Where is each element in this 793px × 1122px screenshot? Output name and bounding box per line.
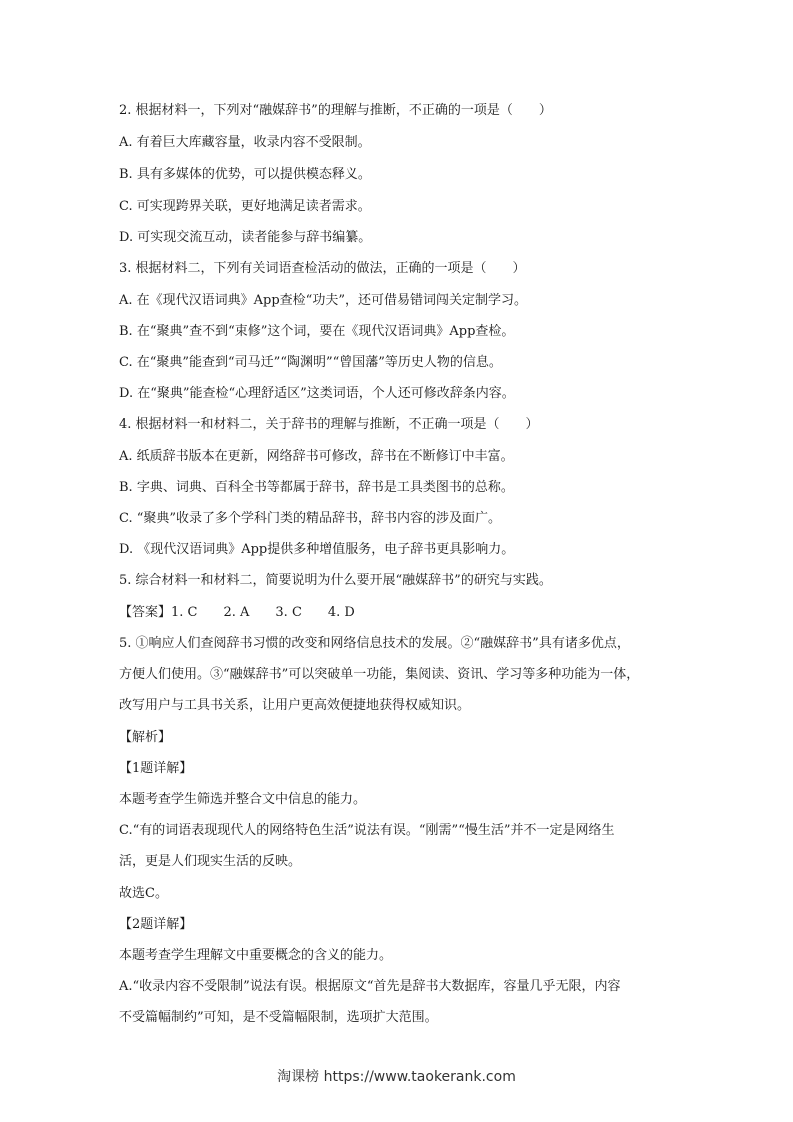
answer-key: 【答案】1. C 2. A 3. C 4. D (119, 605, 355, 620)
answer-5-line-3: 改写用户与工具书关系，让用户更高效便捷地获得权威知识。 (119, 698, 471, 713)
q2-detail-text: 本题考查学生理解文中重要概念的含义的能力。 (119, 948, 393, 963)
q3-option-a: A. 在《现代汉语词典》App查检“功夫”，还可借易错词闯关定制学习。 (119, 293, 527, 308)
q4-option-c: C. “聚典”收录了多个学科门类的精品辞书，辞书内容的涉及面广。 (119, 511, 502, 526)
q3-option-b: B. 在“聚典”查不到“束修”这个词，要在《现代汉语词典》App查检。 (119, 324, 515, 339)
q2-explanation-line-2: 不受篇幅制约”可知，是不受篇幅限制，选项扩大范围。 (119, 1010, 438, 1025)
q2-explanation-line-1: A.“收录内容不受限制”说法有误。根据原文“首先是辞书大数据库，容量几乎无限，内容 (119, 979, 621, 994)
question-2-stem: 2. 根据材料一，下列对“融媒辞书”的理解与推断，不正确的一项是（ ） (119, 103, 552, 118)
q1-detail-heading: 【1题详解】 (119, 761, 193, 776)
footer-watermark: 淘课榜 https://www.taokerank.com (277, 1069, 516, 1085)
q4-option-a: A. 纸质辞书版本在更新，网络辞书可修改，辞书在不断修订中丰富。 (119, 449, 514, 464)
q4-option-d: D. 《现代汉语词典》App提供多种增值服务，电子辞书更具影响力。 (119, 542, 515, 557)
q2-option-c: C. 可实现跨界关联，更好地满足读者需求。 (119, 199, 371, 214)
analysis-heading: 【解析】 (119, 730, 172, 745)
answer-5-line-2: 方便人们使用。③“融媒辞书”可以突破单一功能，集阅读、资讯、学习等多种功能为一体， (119, 667, 640, 682)
q2-option-a: A. 有着巨大库藏容量，收录内容不受限制。 (119, 135, 371, 150)
q4-option-b: B. 字典、词典、百科全书等都属于辞书，辞书是工具类图书的总称。 (119, 480, 514, 495)
question-3-stem: 3. 根据材料二，下列有关词语查检活动的做法，正确的一项是（ ） (119, 261, 526, 276)
q3-option-d: D. 在“聚典”能查检“心理舒适区”这类词语，个人还可修改辞条内容。 (119, 386, 515, 401)
answer-5-line-1: 5. ①响应人们查阅辞书习惯的改变和网络信息技术的发展。②“融媒辞书”具有诸多优点， (119, 636, 630, 651)
q2-detail-heading: 【2题详解】 (119, 917, 193, 932)
question-5-stem: 5. 综合材料一和材料二，简要说明为什么要开展“融媒辞书”的研究与实践。 (119, 573, 552, 588)
q2-option-b: B. 具有多媒体的优势，可以提供模态释义。 (119, 167, 371, 182)
q1-explanation-line-2: 活，更是人们现实生活的反映。 (119, 854, 302, 869)
q1-explanation-line-1: C.“有的词语表现现代人的网络特色生活”说法有误。“刚需”“慢生活”并不一定是网络生 (119, 823, 615, 838)
q2-option-d: D. 可实现交流互动，读者能参与辞书编纂。 (119, 230, 372, 245)
q1-detail-text: 本题考查学生筛选并整合文中信息的能力。 (119, 792, 367, 807)
q1-choice: 故选C。 (119, 886, 168, 901)
q3-option-c: C. 在“聚典”能查到“司马迁”“陶渊明”“曾国藩”等历史人物的信息。 (119, 355, 502, 370)
question-4-stem: 4. 根据材料一和材料二，关于辞书的理解与推断，不正确一项是（ ） (119, 417, 539, 432)
